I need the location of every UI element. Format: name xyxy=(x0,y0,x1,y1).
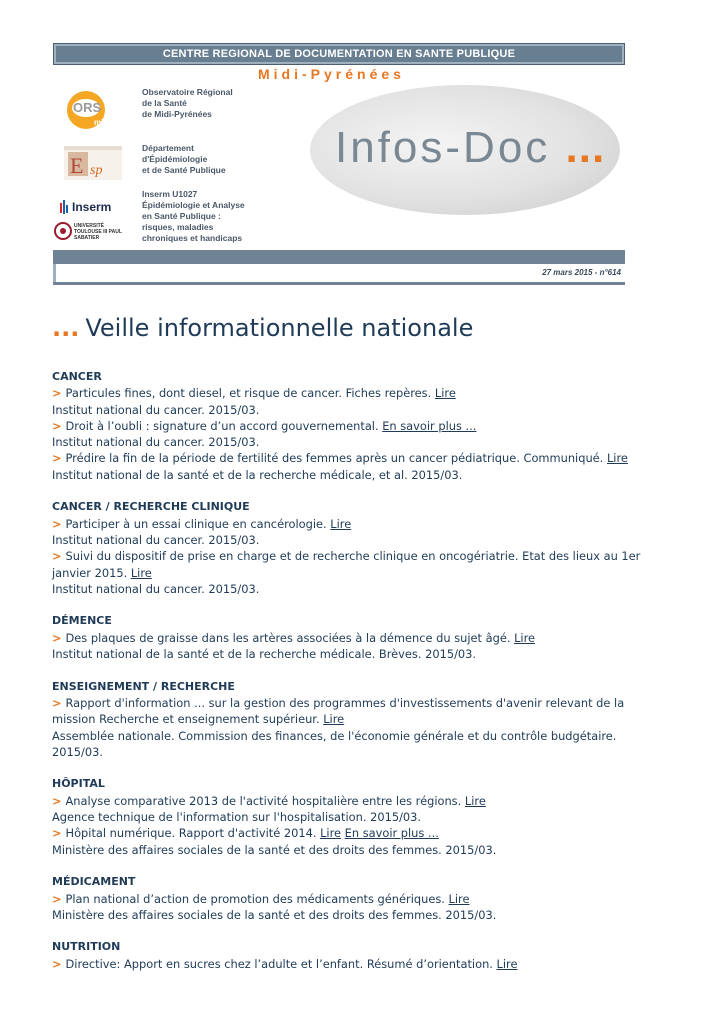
news-item xyxy=(52,793,652,809)
news-section xyxy=(52,776,652,857)
ors-logo-text: ORS xyxy=(73,100,102,115)
news-item-text: Rapport d'information ... sur la gestion des programmes d'investissements d'avenir relevant de la mission Recherche et enseignement supérieur. xyxy=(52,695,625,727)
org-ors-line: Observatoire Régional xyxy=(142,87,233,97)
more-info-link[interactable]: En savoir plus ... xyxy=(344,826,439,841)
news-item xyxy=(52,516,652,532)
org-ors-line: de la Santé xyxy=(142,98,187,108)
news-item-text: Plan national d’action de promotion des médicaments génériques. xyxy=(65,891,449,906)
header-rule xyxy=(53,282,625,285)
ors-logo-sub: mip xyxy=(94,118,109,127)
org-inserm xyxy=(142,189,245,244)
read-link[interactable]: Lire xyxy=(320,826,342,841)
news-item-text: Droit à l’oubli : signature d’un accord gouvernemental. xyxy=(65,418,383,433)
news-item xyxy=(52,385,652,401)
org-depse-line: et de Santé Publique xyxy=(142,165,226,175)
news-item-text: Des plaques de graisse dans les artères associées à la démence du sujet âgé. xyxy=(65,630,515,645)
read-link[interactable]: Lire xyxy=(434,386,456,401)
bullet-arrow-icon: > xyxy=(52,418,66,433)
read-link[interactable]: Lire xyxy=(448,891,470,906)
news-item xyxy=(52,548,652,581)
page-title-text: Veille informationnelle nationale xyxy=(85,314,474,342)
news-item xyxy=(52,825,652,841)
news-item-source: Assemblée nationale. Commission des finances, de l'économie générale et du contrôle budgétaire. 2015/03. xyxy=(52,728,617,759)
bullet-arrow-icon: > xyxy=(52,630,66,645)
news-section xyxy=(52,874,652,923)
region-title: Midi-Pyrénées xyxy=(258,66,405,82)
news-section xyxy=(52,939,652,972)
news-section xyxy=(52,613,652,662)
org-depse-line: d'Épidémiologie xyxy=(142,154,208,164)
news-section xyxy=(52,499,652,597)
more-info-link[interactable]: En savoir plus ... xyxy=(382,418,477,433)
read-link[interactable]: Lire xyxy=(514,630,536,645)
infos-doc-dots: ... xyxy=(565,123,606,172)
section-title: CANCER / RECHERCHE CLINIQUE xyxy=(52,500,250,514)
org-inserm-line: Épidémiologie et Analyse xyxy=(142,200,245,210)
section-title: DÉMENCE xyxy=(52,614,112,628)
org-depse xyxy=(142,143,226,176)
news-item-source: Ministère des affaires sociales de la santé et des droits des femmes. 2015/03. xyxy=(52,842,497,857)
university-logo xyxy=(54,222,130,242)
read-link[interactable]: Lire xyxy=(323,712,345,727)
inserm-logo xyxy=(58,199,124,217)
news-item xyxy=(52,630,652,646)
section-title: CANCER xyxy=(52,370,102,383)
bullet-arrow-icon: > xyxy=(52,516,66,531)
news-item xyxy=(52,891,652,907)
page-title xyxy=(52,314,473,342)
section-title: ENSEIGNEMENT / RECHERCHE xyxy=(52,679,235,693)
news-item-text: Suivi du dispositif de prise en charge et de recherche clinique en oncogériatrie. Etat des lieux au 1er janvier 2015. xyxy=(52,549,641,580)
bullet-arrow-icon: > xyxy=(52,695,66,710)
svg-text:sp: sp xyxy=(90,163,103,178)
org-inserm-line: chroniques et handicaps xyxy=(142,233,243,243)
news-item-source: Institut national du cancer. 2015/03. xyxy=(52,532,260,547)
bullet-arrow-icon: > xyxy=(52,549,66,564)
news-item-text: Particules fines, dont diesel, et risque de cancer. Fiches repères. xyxy=(65,386,435,401)
news-item-source: Institut national de la santé et de la recherche médicale. Brèves. 2015/03. xyxy=(52,647,477,662)
news-item-source: Institut national du cancer. 2015/03. xyxy=(52,435,260,450)
news-item xyxy=(52,450,652,466)
news-item-text: Hôpital numérique. Rapport d'activité 2014. xyxy=(65,826,321,841)
bullet-arrow-icon: > xyxy=(52,386,66,401)
news-item xyxy=(52,956,652,972)
issue-date: 27 mars 2015 - n°614 xyxy=(542,268,621,277)
news-section xyxy=(52,679,652,760)
news-item-source: Institut national de la santé et de la recherche médicale, et al. 2015/03. xyxy=(52,467,463,482)
bullet-arrow-icon: > xyxy=(52,956,66,971)
news-item xyxy=(52,418,652,434)
news-section xyxy=(52,369,652,483)
section-title: MÉDICAMENT xyxy=(52,875,136,889)
section-title: HÔPITAL xyxy=(52,777,105,791)
org-depse-line: Département xyxy=(142,143,194,153)
read-link[interactable]: Lire xyxy=(330,516,352,531)
inserm-logo-text: Inserm xyxy=(72,200,112,214)
bullet-arrow-icon: > xyxy=(52,793,66,808)
svg-text:E: E xyxy=(70,153,84,178)
org-inserm-line: en Santé Publique : xyxy=(142,211,221,221)
news-item-source: Agence technique de l'information sur l'hospitalisation. 2015/03. xyxy=(52,810,422,825)
news-item xyxy=(52,695,652,728)
university-logo-text: UNIVERSITÉ TOULOUSE III PAUL SABATIER xyxy=(74,223,122,241)
news-item-text: Directive: Apport en sucres chez l’adulte et l’enfant. Résumé d’orientation. xyxy=(65,956,497,971)
news-item-source: Institut national du cancer. 2015/03. xyxy=(52,402,260,417)
read-link[interactable]: Lire xyxy=(130,565,152,580)
read-link[interactable]: Lire xyxy=(464,793,486,808)
bullet-arrow-icon: > xyxy=(52,451,66,466)
org-inserm-line: risques, maladies xyxy=(142,222,214,232)
infos-doc-title: Infos-Doc xyxy=(335,123,551,172)
news-list xyxy=(52,369,652,988)
infos-doc-logo xyxy=(335,123,605,173)
news-item-text: Analyse comparative 2013 de l'activité hospitalière entre les régions. xyxy=(65,793,465,808)
org-ors-line: de Midi-Pyrénées xyxy=(142,109,212,119)
news-item-text: Prédire la fin de la période de fertilité des femmes après un cancer pédiatrique. Communiqué. xyxy=(65,451,607,466)
header-band xyxy=(53,250,625,264)
bullet-arrow-icon: > xyxy=(52,891,66,906)
org-inserm-line: Inserm U1027 xyxy=(142,189,198,199)
read-link[interactable]: Lire xyxy=(496,956,518,971)
org-ors xyxy=(142,87,233,120)
news-item-source: Ministère des affaires sociales de la santé et des droits des femmes. 2015/03. xyxy=(52,907,497,922)
header-banner: CENTRE REGIONAL DE DOCUMENTATION EN SANTE PUBLIQUE xyxy=(53,43,625,65)
section-title: NUTRITION xyxy=(52,940,121,954)
news-item-text: Participer à un essai clinique en cancérologie. xyxy=(65,516,331,531)
read-link[interactable]: Lire xyxy=(606,451,628,466)
ors-logo xyxy=(64,86,120,136)
news-item-source: Institut national du cancer. 2015/03. xyxy=(52,581,260,596)
bullet-arrow-icon: > xyxy=(52,826,66,841)
page-title-dots: ... xyxy=(52,314,80,342)
depse-logo xyxy=(64,146,122,180)
header-band-edge xyxy=(53,264,56,284)
